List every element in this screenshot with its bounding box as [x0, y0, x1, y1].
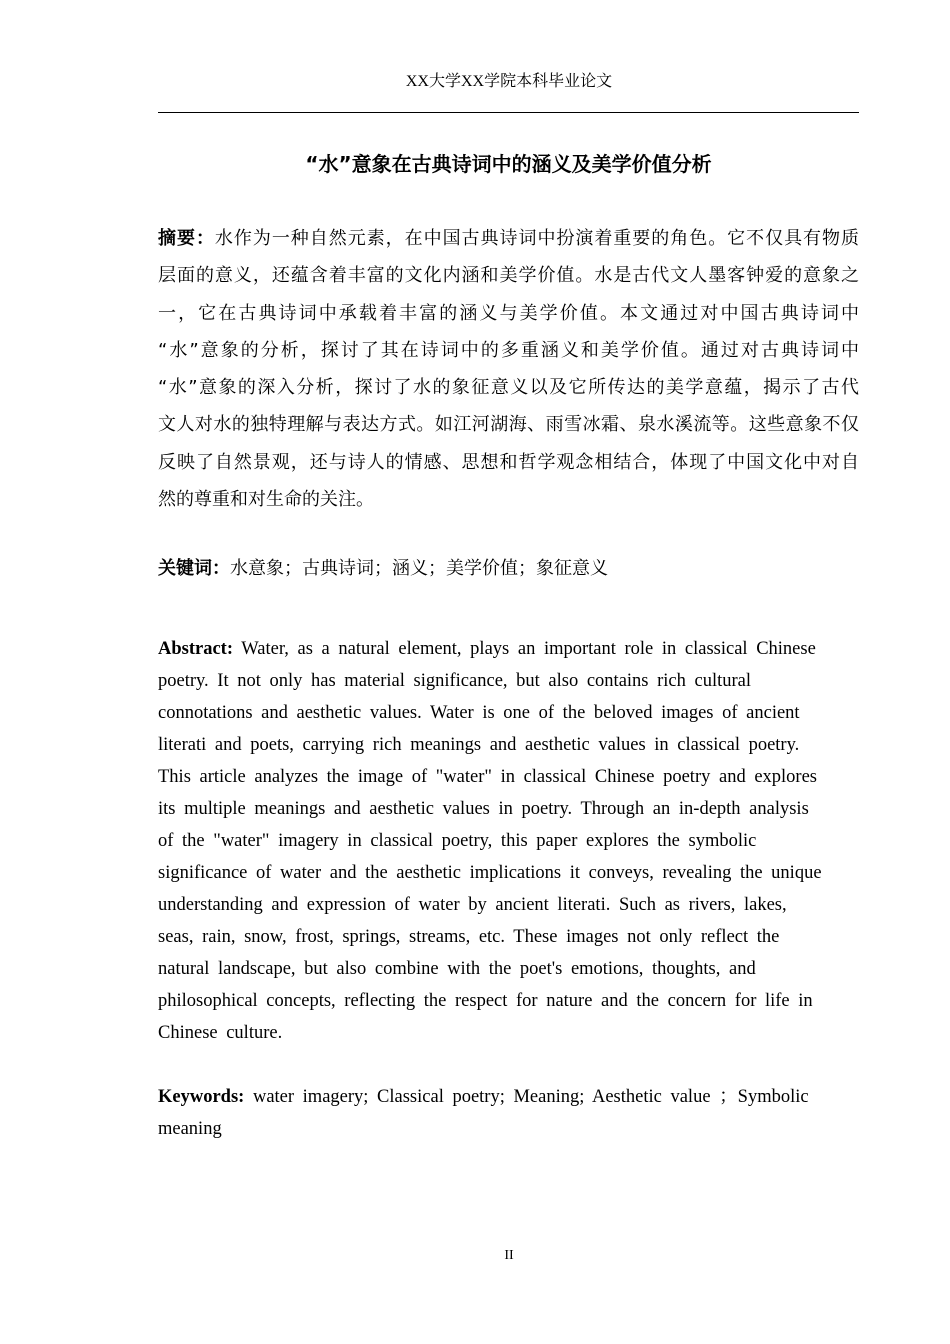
- abstract-line: seas, rain, snow, frost, springs, streams, etc. These images not only reflect the: [158, 927, 780, 947]
- page-title: “水”意象在古典诗词中的涵义及美学价值分析: [305, 152, 712, 176]
- keywords-label: 关键词：: [158, 558, 230, 579]
- abstract-line: 层面的意义，还蕴含着丰富的文化内涵和美学价值。水是古代文人墨客钟爱的意象之: [158, 265, 859, 287]
- page-number: II: [504, 1248, 514, 1263]
- abstract-line: 反映了自然景观，还与诗人的情感、思想和哲学观念相结合，体现了中国文化中对自: [158, 451, 859, 473]
- abstract-line: natural landscape, but also combine with the poet's emotions, thoughts, and: [158, 959, 756, 979]
- chinese-abstract: [158, 220, 859, 518]
- abstract-line: its multiple meanings and aesthetic values in poetry. Through an in-depth analysis: [158, 799, 809, 819]
- chinese-keywords: [158, 550, 859, 587]
- english-abstract: [158, 633, 858, 1049]
- abstract-line: significance of water and the aesthetic implications it conveys, revealing the unique: [158, 863, 822, 883]
- abstract-line: philosophical concepts, reflecting the respect for nature and the concern for life in: [158, 991, 813, 1011]
- abstract-line: “水”意象的深入分析，探讨了水的象征意义以及它所传达的美学意蕴，揭示了古代: [158, 377, 859, 399]
- abstract-text: 水作为一种自然元素，在中国古典诗词中扮演着重要的角色。它不仅具有物质: [214, 228, 860, 249]
- abstract-line: [158, 220, 859, 257]
- abstract-line: 一，它在古典诗词中承载着丰富的涵义与美学价值。本文通过对中国古典诗词中: [158, 302, 859, 324]
- keywords-text: 水意象；古典诗词；涵义；美学价值；象征意义: [230, 558, 608, 579]
- english-keywords: [158, 1081, 858, 1145]
- keywords-label: Keywords:: [158, 1087, 245, 1107]
- header-rule: [158, 112, 859, 113]
- abstract-line: 然的尊重和对生命的关注。: [158, 489, 374, 511]
- abstract-line: Chinese culture.: [158, 1023, 283, 1043]
- abstract-line: 文人对水的独特理解与表达方式。如江河湖海、雨雪冰霜、泉水溪流等。这些意象不仅: [158, 414, 859, 436]
- abstract-line: This article analyzes the image of "water" in classical Chinese poetry and explores: [158, 767, 817, 787]
- abstract-line: literati and poets, carrying rich meanings and aesthetic values in classical poetry.: [158, 735, 800, 755]
- abstract-line: understanding and expression of water by ancient literati. Such as rivers, lakes,: [158, 895, 787, 915]
- abstract-line: connotations and aesthetic values. Water is one of the beloved images of ancient: [158, 703, 800, 723]
- abstract-line: of the "water" imagery in classical poetry, this paper explores the symbolic: [158, 831, 757, 851]
- abstract-text: Water, as a natural element, plays an important role in classical Chinese: [233, 639, 816, 659]
- abstract-label: 摘要：: [158, 228, 215, 249]
- abstract-line: poetry. It not only has material significance, but also contains rich cultural: [158, 671, 752, 691]
- running-header: XX大学XX学院本科毕业论文: [405, 73, 613, 90]
- abstract-label: Abstract:: [158, 639, 234, 659]
- abstract-line: “水”意象的分析，探讨了其在诗词中的多重涵义和美学价值。通过对古典诗词中: [158, 339, 859, 361]
- keywords-line: meaning: [158, 1119, 222, 1139]
- keywords-text: water imagery; Classical poetry; Meaning; Aesthetic value ；Symbolic: [244, 1087, 809, 1107]
